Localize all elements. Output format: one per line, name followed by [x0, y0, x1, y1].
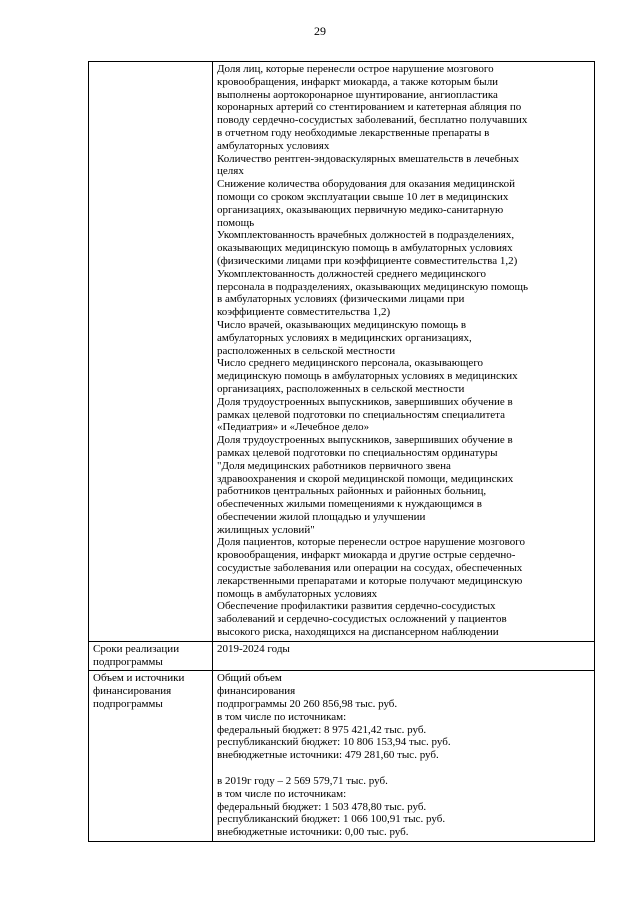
funding-total-line: финансирования	[217, 685, 296, 698]
indicator-item: Число врачей, оказывающих медицинскую помощь в амбулаторных условиях в медицинских организациях, расположенных в сельской местности	[217, 318, 472, 357]
page-number: 29	[314, 24, 326, 38]
terms-label: Сроки реализации подпрограммы	[93, 642, 180, 668]
terms-label-cell	[89, 641, 213, 671]
funding-label: Объем и источники финансирования подпрограммы	[93, 672, 185, 711]
indicator-item: Снижение количества оборудования для оказания медицинской помощи со сроком эксплуатации свыше 10 лет в медицинских организациях, оказывающих первичную медико-санитарную помощь	[217, 178, 515, 229]
funding-year-line: республиканский бюджет: 1 066 100,91 тыс. руб.	[217, 813, 446, 826]
funding-value-cell	[213, 671, 595, 842]
terms-value: 2019-2024 годы	[217, 642, 290, 655]
funding-year-line: в 2019г году – 2 569 579,71 тыс. руб.	[217, 775, 388, 788]
indicator-item: Доля трудоустроенных выпускников, завершивших обучение в рамках целевой подготовки по специальностям ординатуры	[217, 434, 513, 459]
funding-total-line: республиканский бюджет: 10 806 153,94 тыс. руб.	[217, 736, 451, 749]
subprogram-passport-table	[88, 61, 595, 842]
indicator-item: "Доля медицинских работников первичного звена здравоохранения и скорой медицинской помощи, медицинских работников центральных районных и районных больниц, обеспеченных жилыми помещениями к нуждающимся в обеспечении жилой площадью и улучшении жилищных условий"	[217, 459, 514, 536]
spacer	[217, 762, 591, 775]
terms-value-cell	[213, 641, 595, 671]
funding-total-line: подпрограммы 20 260 856,98 тыс. руб.	[217, 698, 398, 711]
funding-year-line: внебюджетные источники: 0,00 тыс. руб.	[217, 826, 409, 839]
indicator-item: Число среднего медицинского персонала, оказывающего медицинскую помощь в амбулаторных условиях в медицинских организациях, расположенных в сельской местности	[217, 357, 518, 395]
indicators-list-cell	[213, 62, 595, 642]
indicator-item: Доля пациентов, которые перенесли острое нарушение мозгового кровообращения, инфаркт миокарда и другие острые сердечно- сосудистые заболевания или операции на сосудах, обеспеченных лекарственными препаратами и которые получают медицинскую помощь в амбулаторных условиях	[217, 536, 525, 600]
indicator-item: Доля лиц, которые перенесли острое нарушение мозгового кровообращения, инфаркт миокарда, а также которым были выполнены аортокоронарное шунтирование, ангиопластика коронарных артерий со стентированием и катетерная абляция по поводу сердечно-сосудистых заболеваний, бесплатно получавших в отчетном году необходимые лекарственные препараты в амбулаторных условиях	[217, 63, 528, 152]
funding-total-line: Общий объем	[217, 672, 282, 685]
indicator-item: Укомплектованность должностей среднего медицинского персонала в подразделениях, оказывающих медицинскую помощь в амбулаторных условиях (физическими лицами при коэффициенте совместительства 1,2)	[217, 267, 529, 319]
indicator-item: Укомплектованность врачебных должностей в подразделениях, оказывающих медицинскую помощь в амбулаторных условиях (физическими лицами при коэффициенте совместительства 1,2)	[217, 229, 518, 267]
indicator-item: Доля трудоустроенных выпускников, завершивших обучение в рамках целевой подготовки по специальностям специалитета «Педиатрия» и «Лечебное дело»	[217, 395, 513, 434]
funding-total-line: в том числе по источникам:	[217, 710, 347, 723]
funding-year-line: в том числе по источникам:	[217, 787, 347, 800]
indicator-item: Обеспечение профилактики развития сердечно-сосудистых заболеваний и сердечно-сосудистых осложнений у пациентов высокого риска, находящихся на диспансерном наблюдении	[217, 600, 507, 639]
indicators-label-cell	[89, 62, 213, 642]
funding-row	[89, 671, 595, 842]
funding-label-cell	[89, 671, 213, 842]
funding-total-line: федеральный бюджет: 8 975 421,42 тыс. руб.	[217, 723, 427, 736]
indicators-row	[89, 62, 595, 642]
funding-year-line: федеральный бюджет: 1 503 478,80 тыс. руб.	[217, 800, 427, 813]
terms-row	[89, 641, 595, 671]
funding-total-line: внебюджетные источники: 479 281,60 тыс. руб.	[217, 749, 439, 762]
indicator-item: Количество рентген-эндоваскулярных вмешательств в лечебных целях	[217, 152, 520, 178]
